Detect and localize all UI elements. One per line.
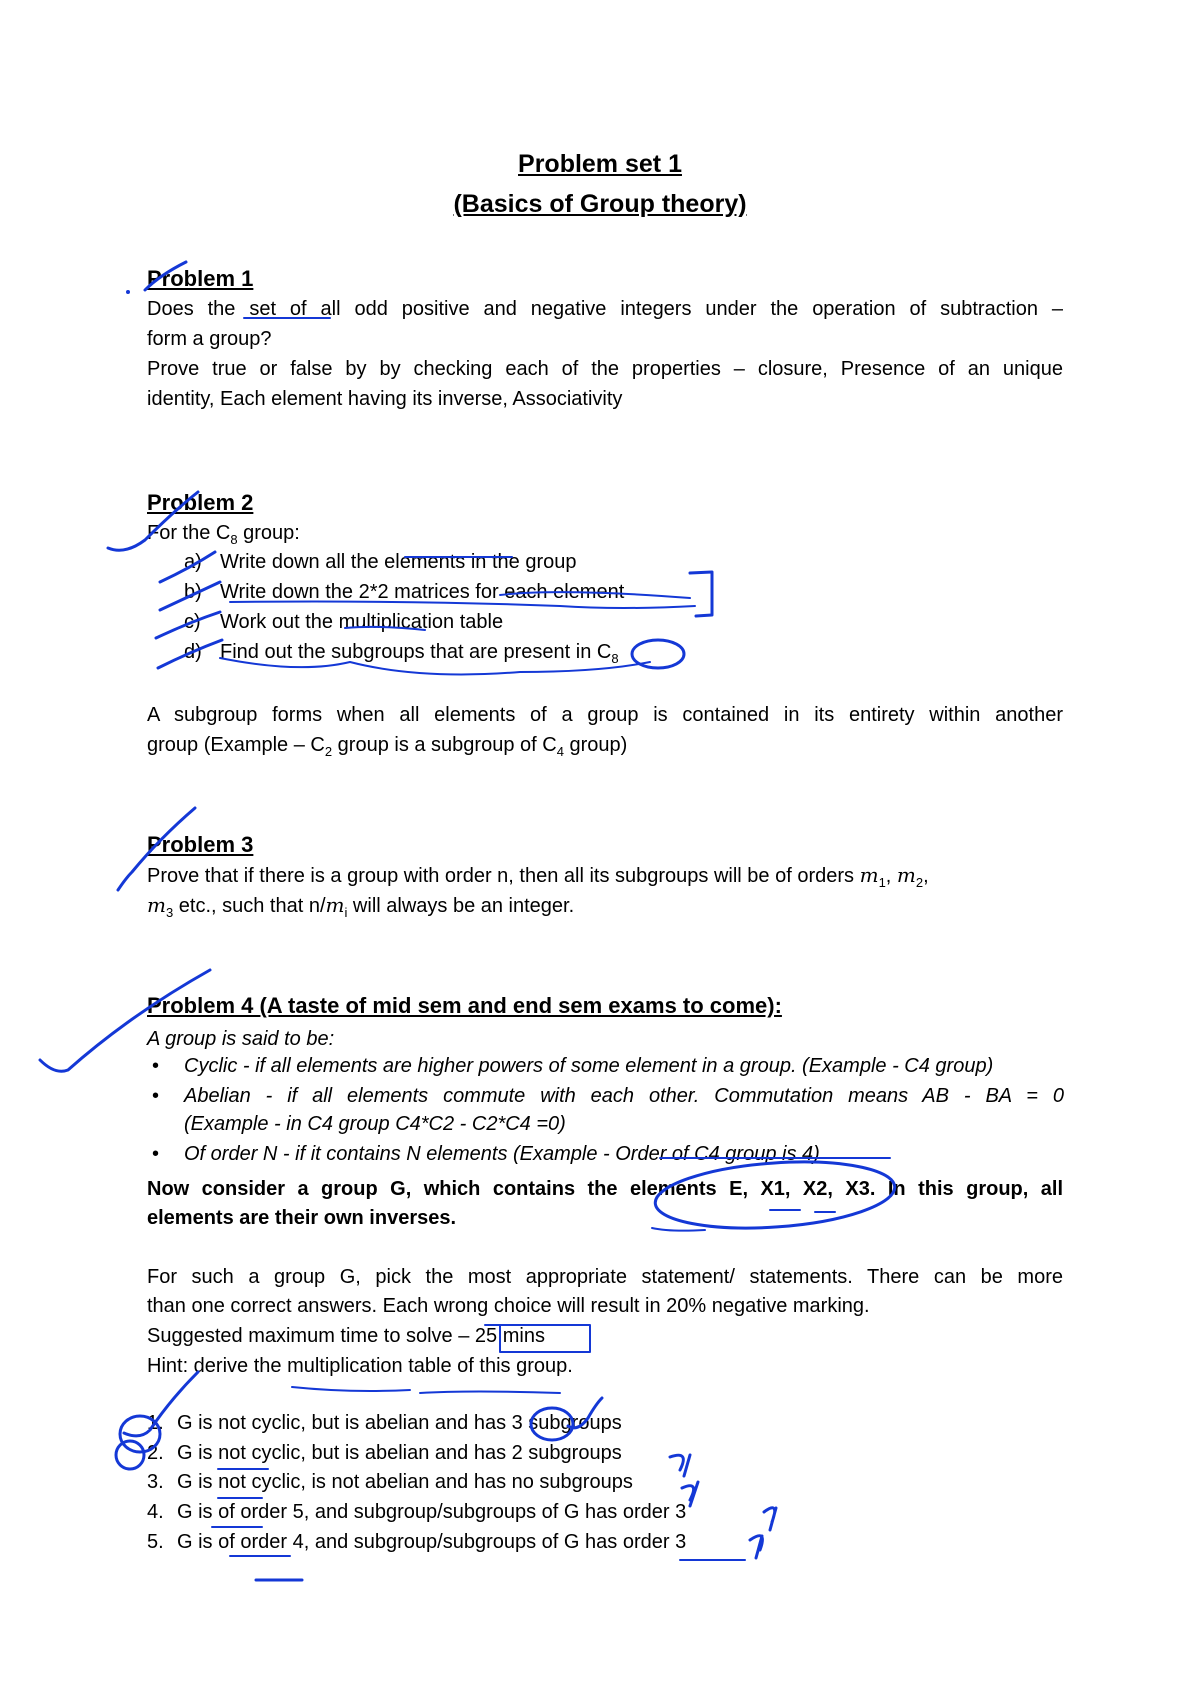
problem-3-line-1: Prove that if there is a group with order n, then all its subgroups will be of orders $m_1$, $m_2$, bbox=[147, 863, 929, 890]
cross-mark bbox=[670, 1455, 690, 1476]
dot-mark bbox=[126, 290, 130, 294]
problem-4-bold-line-1: Now consider a group G, which contains the elements E, X1, X2, X3. In this group, all bbox=[147, 1178, 1063, 1200]
problem-3-heading: Problem 3 bbox=[147, 832, 254, 857]
bracket-mark bbox=[690, 572, 712, 616]
option-number: 5. bbox=[147, 1531, 164, 1553]
problem-1-text-line-3: Prove true or false by by checking each of the properties – closure, Presence of an unique bbox=[147, 358, 1063, 380]
bullet-dot: • bbox=[152, 1085, 160, 1107]
problem-1-text-line-1: Does the set of all odd positive and negative integers under the operation of subtraction – bbox=[147, 298, 1063, 320]
option-1: G is not cyclic, but is abelian and has 3 subgroups bbox=[177, 1412, 622, 1434]
problem-2-item-d: Find out the subgroups that are present in $C_8$ bbox=[220, 641, 619, 666]
problem-2-item-a: Write down all the elements in the group bbox=[220, 551, 577, 573]
bullet-dot: • bbox=[152, 1055, 160, 1077]
option-number: 4. bbox=[147, 1501, 164, 1523]
problem-4-heading: Problem 4 (A taste of mid sem and end sem exams to come): bbox=[147, 993, 782, 1018]
option-number: 1. bbox=[147, 1412, 164, 1434]
problem-2-item-letter: d) bbox=[184, 641, 202, 663]
problem-2-item-letter: c) bbox=[184, 611, 201, 633]
problem-2-item-letter: a) bbox=[184, 551, 202, 573]
underline-mark bbox=[420, 1392, 560, 1394]
problem-4-para-line-2: than one correct answers. Each wrong choice will result in 20% negative marking. bbox=[147, 1295, 870, 1317]
problem-4-para-line-3: Suggested maximum time to solve – 25 mins bbox=[147, 1325, 545, 1347]
problem-1-text-line-4: identity, Each element having its inverse, Associativity bbox=[147, 388, 623, 410]
cross-mark bbox=[764, 1508, 776, 1530]
problem-4-bullet-abelian: Abelian - if all elements commute with each other. Commutation means AB - BA = 0 bbox=[184, 1085, 1064, 1107]
problem-1-text-line-2: form a group? bbox=[147, 328, 272, 350]
problem-1-heading: Problem 1 bbox=[147, 266, 254, 291]
page-title: Problem set 1 bbox=[518, 150, 682, 178]
option-3: G is not cyclic, is not abelian and has no subgroups bbox=[177, 1471, 633, 1493]
page-subtitle: (Basics of Group theory) bbox=[453, 190, 747, 218]
underline-mark bbox=[292, 1387, 410, 1391]
problem-4-bullet-cyclic: Cyclic - if all elements are higher powers of some element in a group. (Example - C4 group) bbox=[184, 1055, 994, 1077]
option-number: 2. bbox=[147, 1442, 164, 1464]
problem-2-note-line-1: A subgroup forms when all elements of a group is contained in its entirety within another bbox=[147, 704, 1063, 726]
option-number: 3. bbox=[147, 1471, 164, 1493]
problem-2-note-line-2: group (Example – $C_2$ group is a subgroup of $C_4$ group) bbox=[147, 734, 628, 759]
problem-2-heading: Problem 2 bbox=[147, 490, 254, 515]
problem-2-intro: For the $C_8$ group: bbox=[147, 522, 300, 547]
bullet-dot: • bbox=[152, 1143, 160, 1165]
problem-4-bullet-order: Of order N - if it contains N elements (Example - Order of C4 group is 4) bbox=[184, 1143, 820, 1165]
circle-mark bbox=[632, 640, 684, 668]
problem-4-intro: A group is said to be: bbox=[147, 1028, 335, 1050]
problem-3-line-2: $m_3$ etc., such that $n/m_i$ will always be an integer. bbox=[147, 893, 575, 920]
problem-4-para-line-1: For such a group G, pick the most appropriate statement/ statements. There can be more bbox=[147, 1266, 1063, 1288]
problem-2-item-b: Write down the 2*2 matrices for each element bbox=[220, 581, 625, 603]
circle-mark bbox=[116, 1441, 144, 1469]
problem-2-item-c: Work out the multiplication table bbox=[220, 611, 504, 633]
option-5: G is of order 4, and subgroup/subgroups of G has order 3 bbox=[177, 1531, 687, 1553]
cross-mark bbox=[750, 1536, 762, 1558]
problem-4-bold-line-2: elements are their own inverses. bbox=[147, 1207, 457, 1229]
problem-2-item-letter: b) bbox=[184, 581, 202, 603]
option-4: G is of order 5, and subgroup/subgroups of G has order 3 bbox=[177, 1501, 687, 1523]
problem-4-bullet-abelian-example: (Example - in C4 group C4*C2 - C2*C4 =0) bbox=[184, 1113, 566, 1135]
problem-4-para-line-4: Hint: derive the multiplication table of this group. bbox=[147, 1355, 573, 1377]
option-2: G is not cyclic, but is abelian and has 2 subgroups bbox=[177, 1442, 622, 1464]
